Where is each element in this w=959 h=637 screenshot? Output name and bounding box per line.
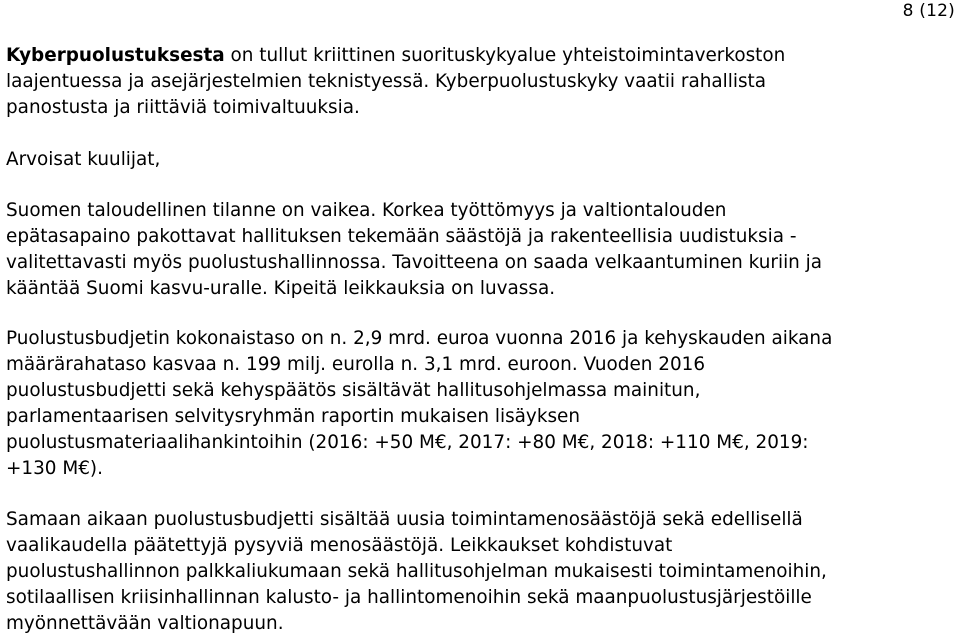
paragraph-greeting: Arvoisat kuulijat, bbox=[6, 148, 161, 170]
paragraph-budget: Puolustusbudjetin kokonaistaso on n. 2,9 mrd. euroa vuonna 2016 ja kehyskauden aikana määrärahataso kasvaa n. 199 milj. eurolla n. 3,1 mrd. euroon. Vuoden 2016 puolustusbudjetti sekä kehyspäätös sisältävät hallitusohjelmassa mainitun, parlamentaarisen selvitysryhmän raportin mukaisen lisäyksen puolustusmateriaalihankintoihin (2016: +50 M€, 2017: +80 M€, 2018: +110 M€, 2019: +130 M€). bbox=[6, 328, 833, 479]
paragraph-economy: Suomen taloudellinen tilanne on vaikea. Korkea työttömyys ja valtiontalouden epätasapaino pakottavat hallituksen tekemään säästöjä ja rakenteellisia uudistuksia - valitettavasti myös puolustushallinnossa. Tavoitteena on saada velkaantuminen kuriin ja kääntää Suomi kasvu-uralle. Kipeitä leikkauksia on luvassa. bbox=[6, 200, 823, 300]
paragraph-savings: Samaan aikaan puolustusbudjetti sisältää uusia toimintamenosäästöjä sekä edellisellä vaalikaudella päätettyjä pysyviä menosäästöjä. Leikkaukset kohdistuvat puolustushallinnon palkkaliukumaan sekä hallitusohjelman mukaisesti toimintamenoihin, sotilaallisen kriisinhallinnan kalusto- ja hallintomenoihin sekä maanpuolustusjärjestöille myönnettävään valtionapuun. bbox=[6, 509, 827, 634]
document-body bbox=[6, 43, 942, 637]
paragraph-cyber-defence bbox=[6, 43, 942, 121]
page-number: 8 (12) bbox=[902, 1, 955, 21]
paragraph-text: on tullut kriittinen suorituskykyalue yhteistoimintaverkoston laajentuessa ja asejärjestelmien teknistyessä. Kyberpuolustuskyky vaatii rahallista panostusta ja riittäviä toimivaltuuksia. bbox=[6, 45, 786, 118]
bold-term: Kyberpuolustuksesta bbox=[6, 45, 225, 66]
